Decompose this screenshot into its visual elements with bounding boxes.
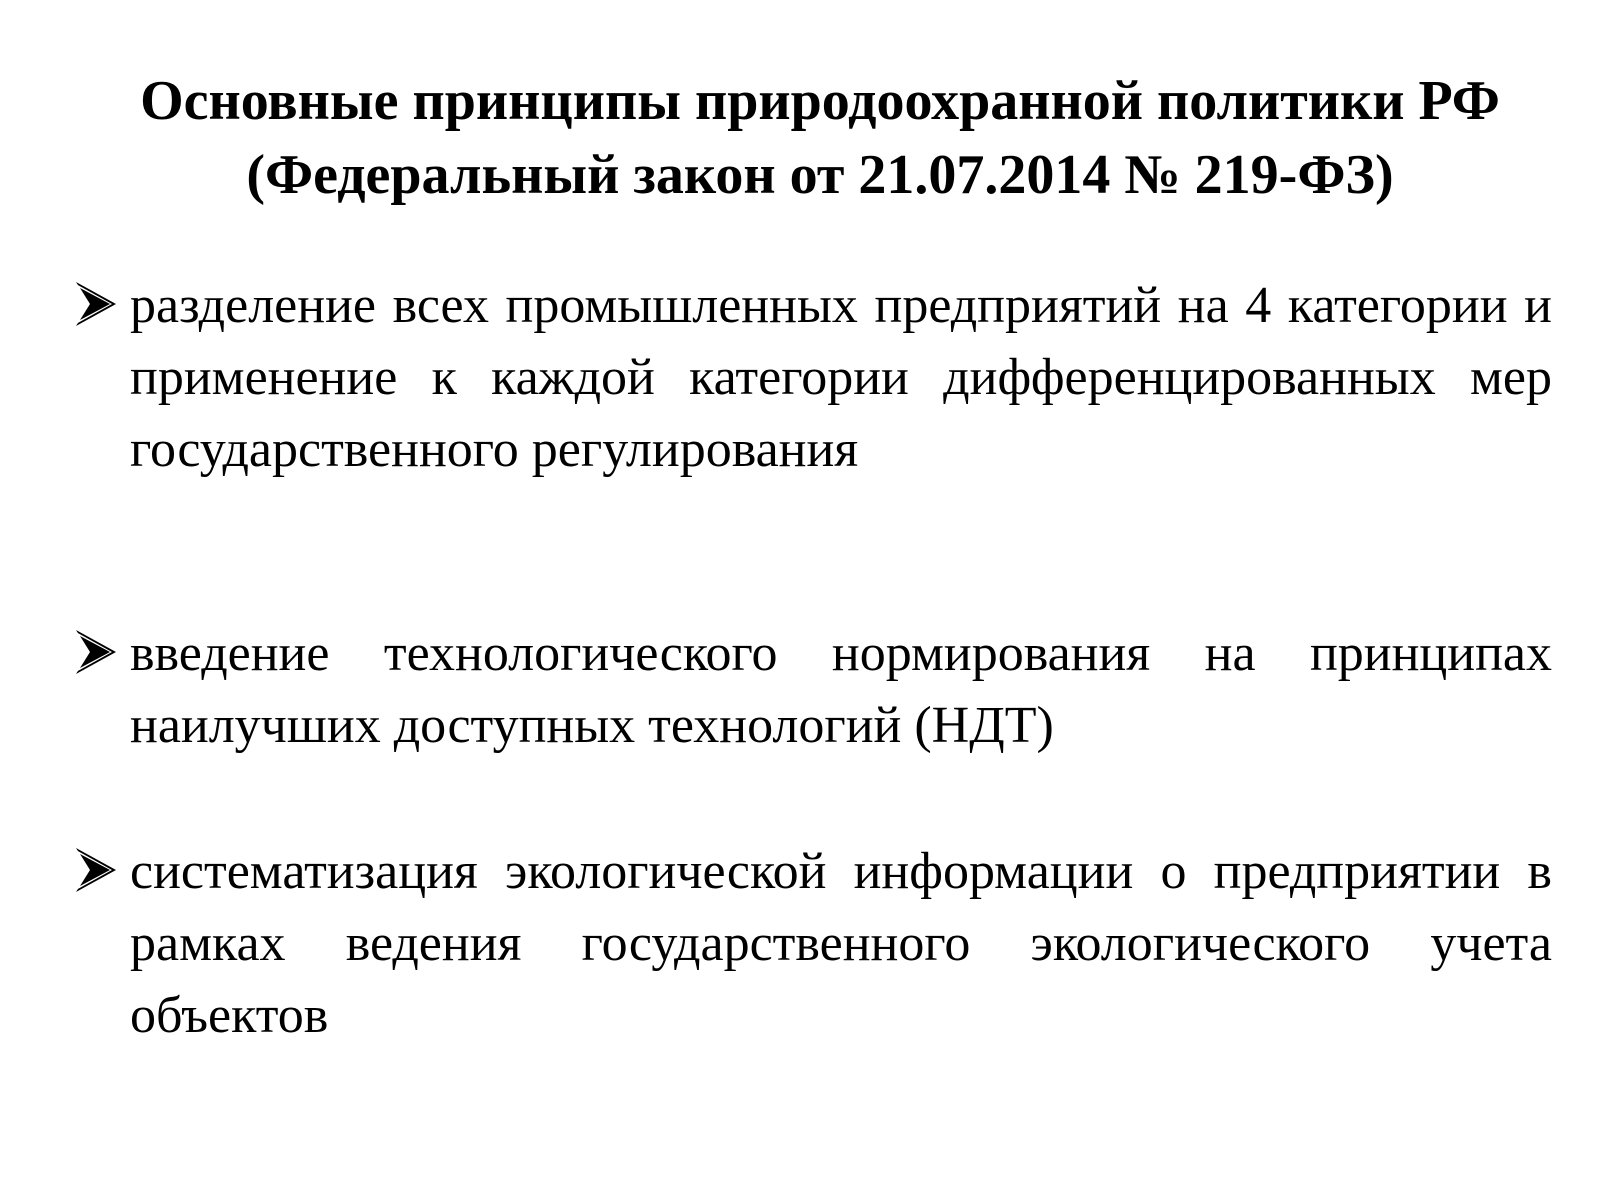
arrowhead-bullet-icon [76,848,116,892]
bullet-text: разделение всех промышленных предприятий на 4 категории и применение к каждой категории дифференцированных мер государственного регулирования [130,277,1552,478]
arrowhead-bullet-icon [76,282,116,326]
bullet-item [68,618,1552,762]
bullet-item [68,270,1552,486]
bullet-text: систематизация экологической информации о предприятии в рамках ведения государственного экологического учета объектов [130,843,1552,1044]
arrowhead-bullet-icon [76,630,116,674]
slide-title [40,64,1600,212]
slide-title-line-1: Основные принципы природоохранной политики РФ [140,70,1500,132]
bullet-text: введение технологического нормирования на принципах наилучших доступных технологий (НДТ) [130,625,1552,754]
slide-title-line-2: (Федеральный закон от 21.07.2014 № 219-ФЗ) [246,144,1394,206]
bullet-item [68,836,1552,1052]
